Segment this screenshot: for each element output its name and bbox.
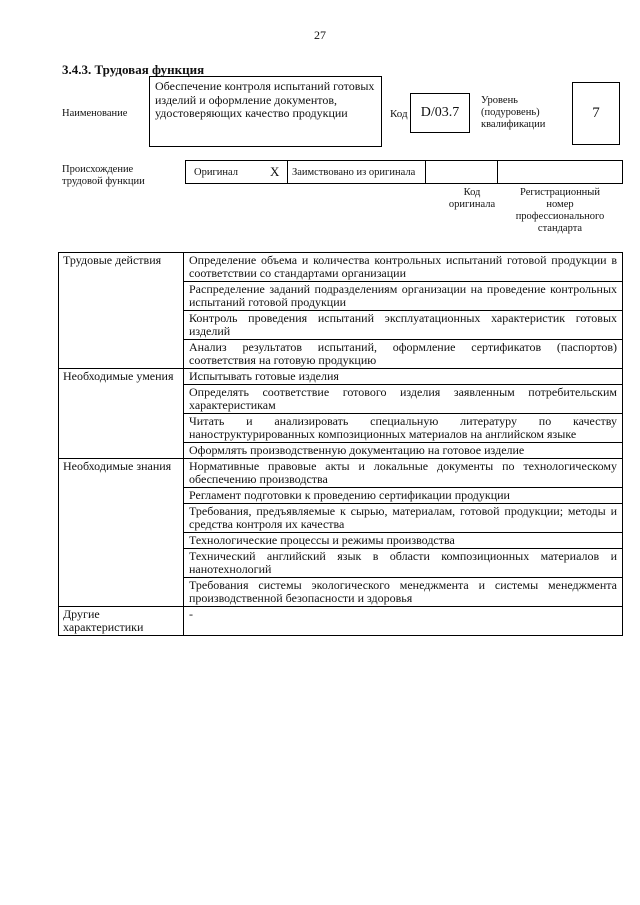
original-code-cell (426, 161, 498, 183)
item-cell: Распределение заданий подразделениям организации на проведение контрольных испытаний готовой продукции (184, 282, 623, 311)
name-label: Наименование (62, 108, 128, 119)
item-cell: Определение объема и количества контрольных испытаний готовой продукции в соответствии со стандартами организации (184, 253, 623, 282)
category-cell: Другие характеристики (59, 607, 184, 636)
item-cell: Испытывать готовые изделия (184, 369, 623, 385)
original-mark: X (270, 164, 280, 179)
item-cell: - (184, 607, 623, 636)
table-row (59, 459, 623, 488)
page-number: 27 (314, 28, 326, 42)
original-label: Оригинал (194, 166, 238, 178)
table-row (59, 607, 623, 636)
table-row (59, 253, 623, 282)
item-cell: Оформлять производственную документацию на готовое изделие (184, 443, 623, 459)
item-cell: Нормативные правовые акты и локальные документы по технологическому обеспечению производства (184, 459, 623, 488)
function-name-box: Обеспечение контроля испытаний готовых изделий и оформление документов, удостоверяющих качество продукции (149, 76, 382, 147)
item-cell: Контроль проведения испытаний эксплуатационных характеристик готовых изделий (184, 311, 623, 340)
item-cell: Технологические процессы и режимы производства (184, 533, 623, 549)
qualification-level-box: 7 (572, 82, 620, 145)
section-title: 3.4.3. Трудовая функция (62, 62, 205, 77)
category-cell: Необходимые умения (59, 369, 184, 459)
registration-number-caption: Регистрационный номер профессионального стандарта (515, 187, 605, 234)
item-cell: Определять соответствие готового изделия заявленным потребительским характеристикам (184, 385, 623, 414)
borrowed-cell: Заимствовано из оригинала (288, 161, 426, 183)
qualification-level-label: Уровень (подуровень) квалификации (481, 95, 546, 130)
origin-row (185, 160, 623, 184)
origin-label: Происхождение трудовой функции (62, 164, 145, 187)
item-cell: Требования, предъявляемые к сырью, материалам, готовой продукции; методы и средства контроля их качества (184, 504, 623, 533)
item-cell: Требования системы экологического менеджмента и системы менеджмента производственной безопасности и здоровья (184, 578, 623, 607)
original-code-caption: Код оригинала (448, 187, 496, 210)
code-label: Код (390, 108, 408, 120)
item-cell: Анализ результатов испытаний, оформление сертификатов (паспортов) соответствия на готовую продукцию (184, 340, 623, 369)
code-box: D/03.7 (410, 93, 470, 133)
category-cell: Необходимые знания (59, 459, 184, 607)
category-cell: Трудовые действия (59, 253, 184, 369)
item-cell: Регламент подготовки к проведению сертификации продукции (184, 488, 623, 504)
item-cell: Технический английский язык в области композиционных материалов и нанотехнологий (184, 549, 623, 578)
function-details-table (58, 252, 623, 636)
item-cell: Читать и анализировать специальную литературу по качеству наноструктурированных композиционных материалов на английском языке (184, 414, 623, 443)
registration-number-cell (498, 161, 622, 183)
original-cell (186, 161, 288, 183)
table-row (59, 369, 623, 385)
